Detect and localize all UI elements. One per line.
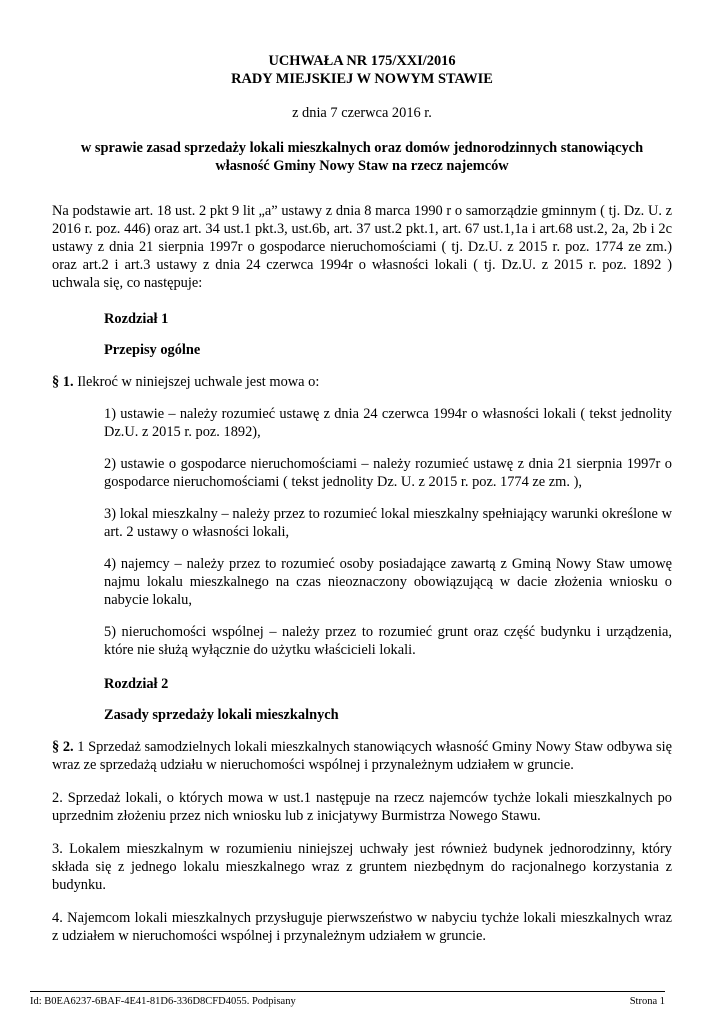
page-footer	[30, 991, 665, 1008]
section-2-text: 1 Sprzedaż samodzielnych lokali mieszkalnych stanowiących własność Gminy Nowy Staw odbywa się wraz ze sprzedażą udziału w nieruchomości wspólnej i przynależnym udziałem w gruncie.	[52, 739, 672, 773]
section-1-mark: § 1.	[52, 374, 74, 390]
page-number: Strona 1	[629, 996, 665, 1007]
document-id: Id: B0EA6237-6BAF-4E41-81D6-336D8CFD4055. Podpisany	[30, 996, 296, 1007]
list-item: 3) lokal mieszkalny – należy przez to rozumieć lokal mieszkalny spełniający warunki określone w art. 2 ustawy o własności lokali,	[104, 506, 672, 540]
subject-line-1: w sprawie zasad sprzedaży lokali mieszkalnych oraz domów jednorodzinnych stanowiących	[80, 140, 644, 156]
section-2-paragraph: 4. Najemcom lokali mieszkalnych przysługuje pierwszeństwo w nabyciu tychże lokali mieszkalnych wraz z udziałem w nieruchomości wspólnej i przynależnym udziałem w gruncie.	[52, 910, 672, 944]
section-2-paragraph: 2. Sprzedaż lokali, o których mowa w ust.1 następuje na rzecz najemców tychże lokali mieszkalnych po uprzednim złożeniu przez nich wniosku lub z inicjatywy Burmistrza Nowego Stawu.	[52, 790, 672, 824]
section-1-text: Ilekroć w niniejszej uchwale jest mowa o:	[73, 374, 320, 390]
chapter-1-number: Rozdział 1	[104, 311, 169, 327]
preamble: Na podstawie art. 18 ust. 2 pkt 9 lit „a” ustawy z dnia 8 marca 1990 r o samorządzie gminnym ( tj. Dz. U. z 2016 r. poz. 446) oraz art. 34 ust.1 pkt.3, ust.6b, art. 37 ust.2 pkt.1, art. 67 ust.1,1a i art.68 ust.2, 2a, 2b i 2c ustawy z dnia 21 sierpnia 1997r o gospodarce nieruchomościami ( tj. Dz.U. z 2015 r. poz. 1774 ze zm.) oraz art.2 i art.3 ustawy z dnia 24 czerwca 1994r o własności lokali ( tj. Dz.U. z 2015 r. poz. 1892 ) uchwala się, co następuje:	[52, 203, 672, 291]
chapter-1-title: Przepisy ogólne	[104, 342, 201, 358]
resolution-date: z dnia 7 czerwca 2016 r.	[292, 105, 432, 121]
chapter-2-number: Rozdział 2	[104, 676, 169, 692]
list-item: 2) ustawie o gospodarce nieruchomościami – należy rozumieć ustawę z dnia 21 sierpnia 1997r o gospodarce nieruchomościami ( tekst jednolity Dz. U. z 2015 r. poz. 1774 ze zm. ),	[104, 456, 672, 490]
document-page	[52, 52, 672, 945]
section-2-mark: § 2.	[52, 739, 74, 755]
list-item: 1) ustawie – należy rozumieć ustawę z dnia 24 czerwca 1994r o własności lokali ( tekst jednolity Dz.U. z 2015 r. poz. 1892),	[104, 406, 672, 440]
section-2-paragraph: 3. Lokalem mieszkalnym w rozumieniu niniejszej uchwały jest również budynek jednorodzinny, który składa się z jednego lokalu mieszkalnego wraz z gruntem niezbędnym do racjonalnego korzystania z budynku.	[52, 841, 672, 893]
council-name: RADY MIEJSKIEJ W NOWYM STAWIE	[231, 71, 493, 87]
chapter-2-title: Zasady sprzedaży lokali mieszkalnych	[104, 707, 339, 723]
list-item: 4) najemcy – należy przez to rozumieć osoby posiadające zawartą z Gminą Nowy Staw umowę najmu lokalu mieszkalnego na czas nieoznaczony obowiązującą w dacie złożenia wniosku o nabycie lokalu,	[104, 556, 672, 608]
resolution-number: UCHWAŁA NR 175/XXI/2016	[268, 53, 456, 69]
list-item: 5) nieruchomości wspólnej – należy przez to rozumieć grunt oraz część budynku i urządzenia, które nie służą wyłącznie do użytku właścicieli lokali.	[104, 624, 672, 658]
section-1-intro	[52, 373, 672, 391]
subject-line-2: własność Gminy Nowy Staw na rzecz najemców	[215, 158, 509, 174]
section-2-paragraph-1	[52, 738, 672, 774]
